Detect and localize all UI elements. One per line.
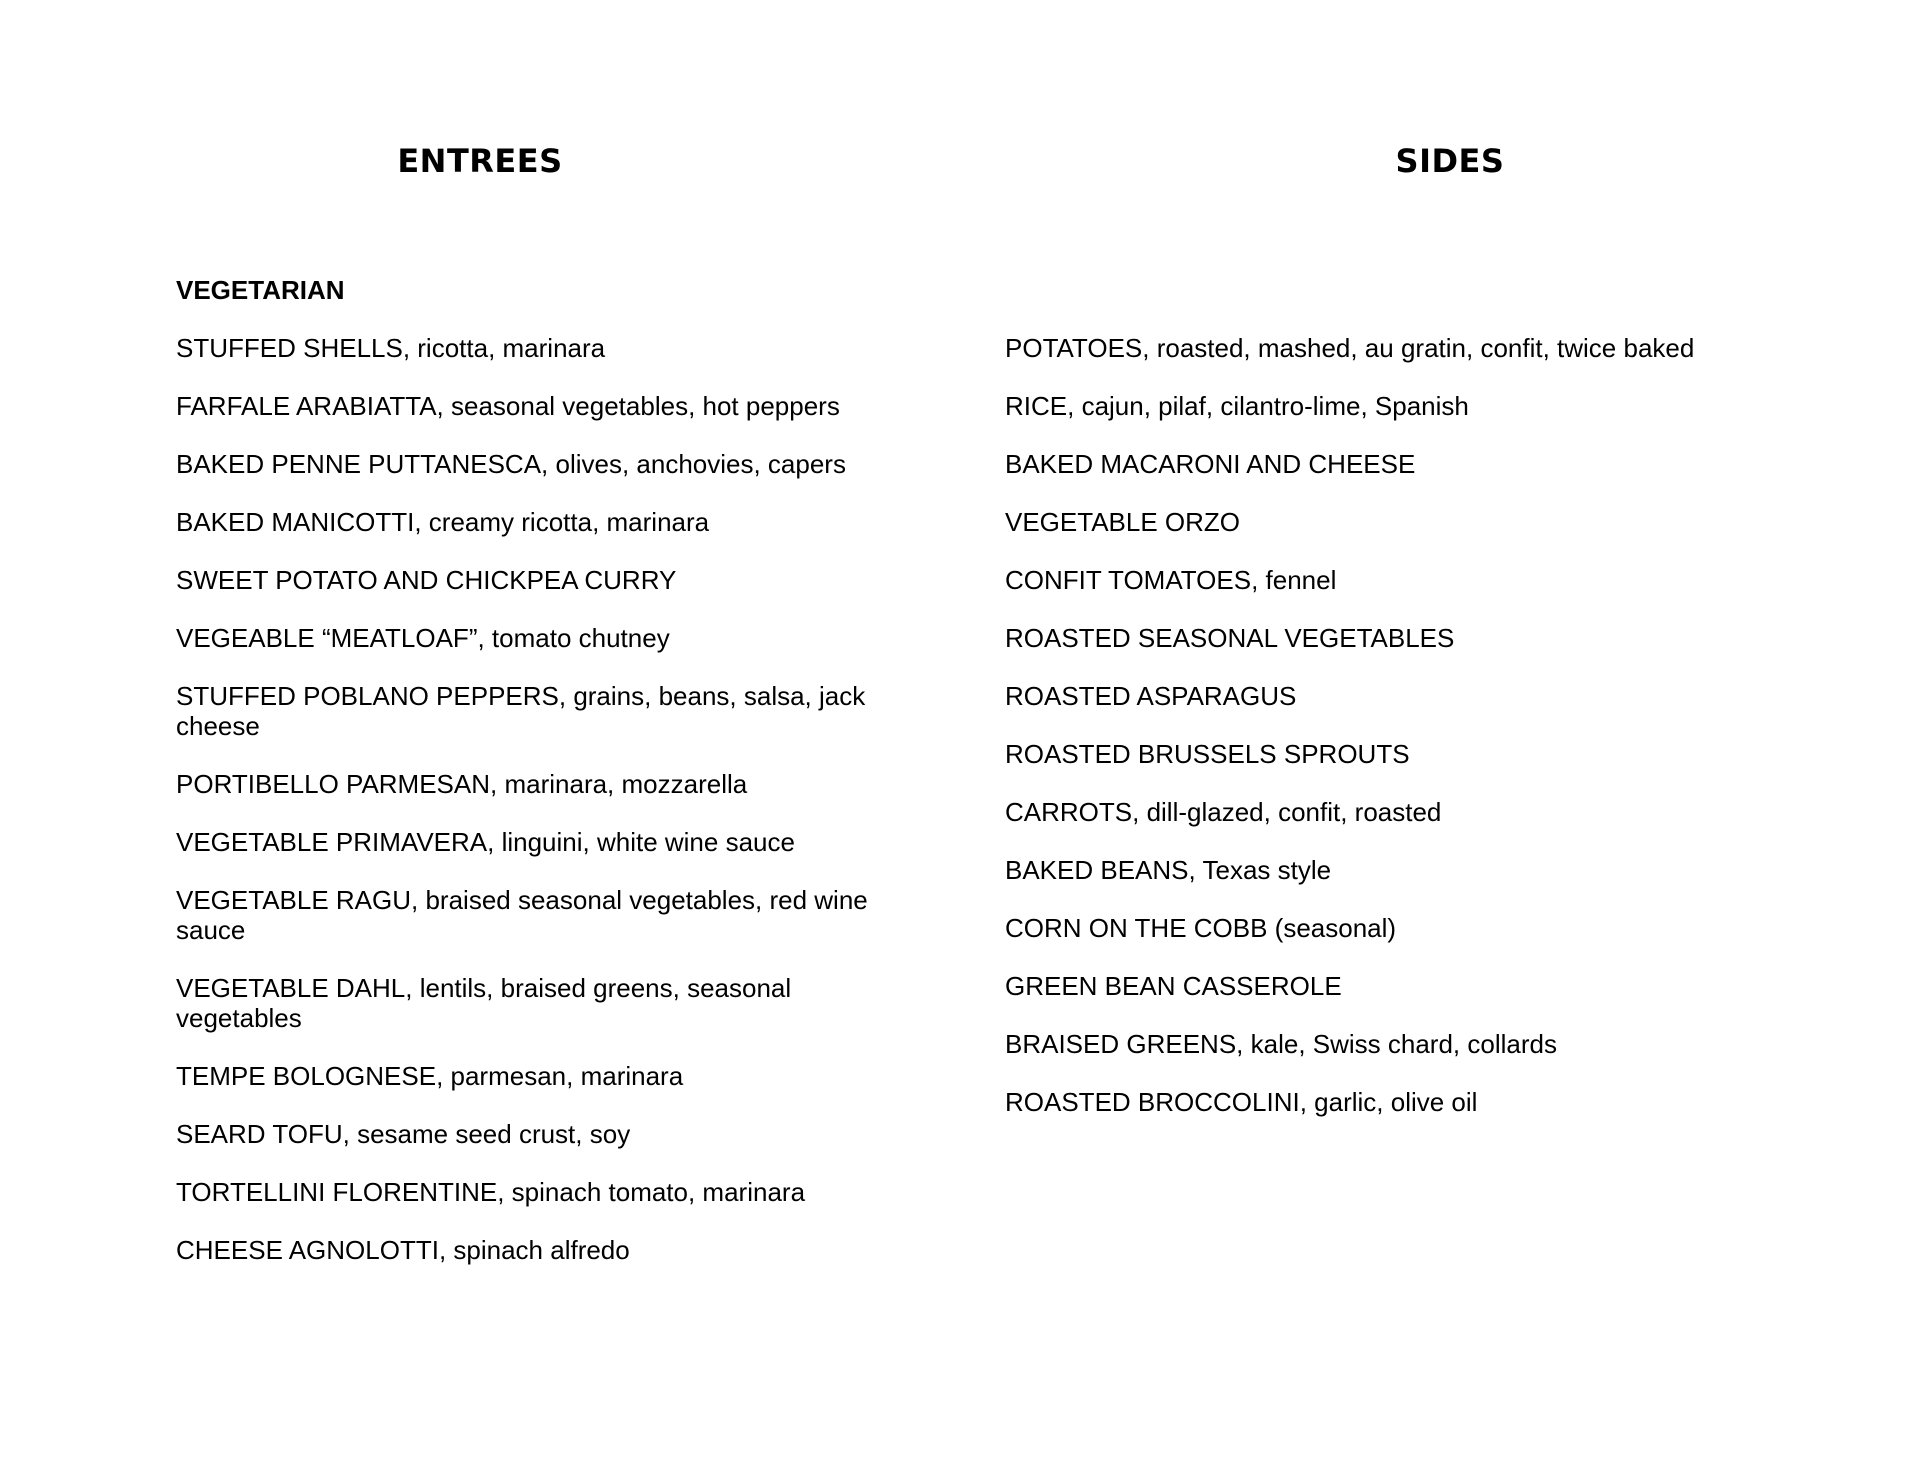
side-item: ROASTED SEASONAL VEGETABLES	[1005, 623, 1455, 653]
entree-item: VEGETABLE PRIMAVERA, linguini, white wine sauce	[176, 827, 795, 857]
entree-item: PORTIBELLO PARMESAN, marinara, mozzarella	[176, 769, 748, 799]
entree-item: TEMPE BOLOGNESE, parmesan, marinara	[176, 1061, 684, 1091]
entree-item: CHEESE AGNOLOTTI, spinach alfredo	[176, 1235, 630, 1265]
vegetarian-subheading: VEGETARIAN	[176, 275, 345, 305]
side-item: ROASTED ASPARAGUS	[1005, 681, 1297, 711]
side-item: BAKED BEANS, Texas style	[1005, 855, 1332, 885]
side-item: CORN ON THE COBB (seasonal)	[1005, 913, 1397, 943]
side-item: RICE, cajun, pilaf, cilantro-lime, Spanish	[1005, 391, 1469, 421]
entrees-list	[176, 275, 896, 1293]
entree-item: SEARD TOFU, sesame seed crust, soy	[176, 1119, 631, 1149]
entree-item: FARFALE ARABIATTA, seasonal vegetables, hot peppers	[176, 391, 840, 421]
sides-heading: SIDES	[1395, 142, 1505, 180]
entree-item: TORTELLINI FLORENTINE, spinach tomato, marinara	[176, 1177, 806, 1207]
entree-item: STUFFED SHELLS, ricotta, marinara	[176, 333, 606, 363]
side-item: GREEN BEAN CASSEROLE	[1005, 971, 1342, 1001]
entree-item: STUFFED POBLANO PEPPERS, grains, beans, salsa, jack cheese	[176, 681, 866, 741]
side-item: VEGETABLE ORZO	[1005, 507, 1241, 537]
side-item: ROASTED BROCCOLINI, garlic, olive oil	[1005, 1087, 1478, 1117]
sides-list	[1005, 333, 1905, 1145]
side-item: CONFIT TOMATOES, fennel	[1005, 565, 1337, 595]
entree-item: VEGETABLE RAGU, braised seasonal vegetables, red wine sauce	[176, 885, 868, 945]
side-item: BAKED MACARONI AND CHEESE	[1005, 449, 1416, 479]
side-item: BRAISED GREENS, kale, Swiss chard, collards	[1005, 1029, 1557, 1059]
entree-item: BAKED MANICOTTI, creamy ricotta, marinara	[176, 507, 710, 537]
side-item: CARROTS, dill-glazed, confit, roasted	[1005, 797, 1442, 827]
side-item: POTATOES, roasted, mashed, au gratin, confit, twice baked	[1005, 333, 1695, 363]
entree-item: BAKED PENNE PUTTANESCA, olives, anchovies, capers	[176, 449, 846, 479]
entrees-heading: ENTREES	[397, 142, 563, 180]
entree-item: VEGETABLE DAHL, lentils, braised greens, seasonal vegetables	[176, 973, 792, 1033]
entree-item: VEGEABLE “MEATLOAF”, tomato chutney	[176, 623, 670, 653]
entree-item: SWEET POTATO AND CHICKPEA CURRY	[176, 565, 677, 595]
side-item: ROASTED BRUSSELS SPROUTS	[1005, 739, 1410, 769]
